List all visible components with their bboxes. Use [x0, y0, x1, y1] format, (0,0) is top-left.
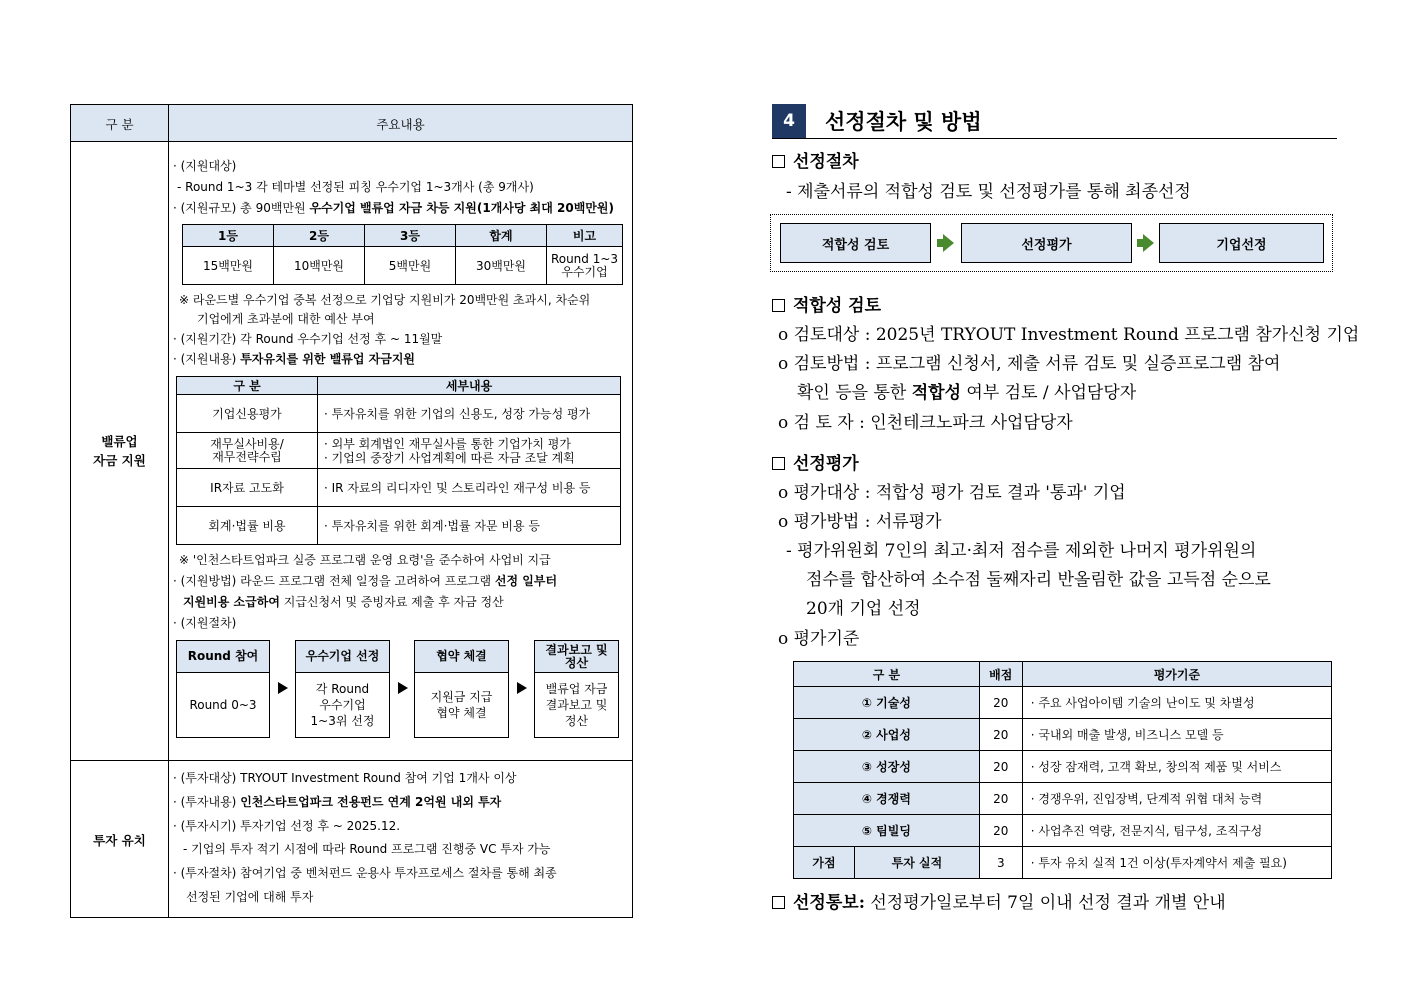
prize-note: [547, 247, 623, 285]
eval-item: ⑤ 팀빌딩: [794, 815, 980, 847]
process-box-contract: [414, 640, 509, 738]
flow-step-1: 적합성 검토: [780, 223, 931, 263]
prize-header: 3등: [365, 225, 456, 247]
row-label-valueup: [71, 142, 168, 760]
arrow-right-icon: [398, 682, 408, 694]
process-box-round: [176, 640, 270, 738]
fit-method: o 검토방법 : 프로그램 신청서, 제출 서류 검토 및 실증프로그램 참여: [778, 354, 1281, 374]
eval-desc: · 경쟁우위, 진입장벽, 단계적 위협 대처 능력: [1022, 783, 1331, 815]
support-target-text: - Round 1~3 각 테마별 선정된 피칭 우수기업 1~3개사 (총 9개사): [177, 180, 534, 194]
process-box-title: Round 참여: [177, 641, 269, 673]
subsection-title: 선정절차: [793, 152, 859, 172]
process-box-title: [535, 641, 618, 673]
checkbox-square-icon: [772, 299, 785, 312]
detail-item: [177, 433, 318, 469]
eval-desc: · 투자 유치 실적 1건 이상(투자계약서 제출 필요): [1022, 847, 1331, 879]
fit-reviewer: o 검 토 자 : 인천테크노파크 사업담당자: [778, 413, 1073, 433]
support-method-line: [173, 573, 557, 589]
section-number: 4: [772, 104, 806, 138]
fit-method-text: 여부 검토 / 사업담당자: [961, 383, 1137, 403]
subsection-title: 선정통보:: [793, 893, 865, 913]
arrow-right-icon: [278, 682, 288, 694]
row-label-line: 밸류업: [101, 434, 138, 449]
eval-desc: · 사업추진 역량, 전문지식, 팀구성, 조직구성: [1022, 815, 1331, 847]
prize-header: 1등: [183, 225, 274, 247]
process-box-body: [415, 672, 508, 737]
detail-desc: · 투자유치를 위한 회계·법률 자문 비용 등: [318, 507, 621, 545]
process-box-report: [534, 640, 619, 738]
process-box-line: 우수기업: [319, 697, 366, 712]
process-box-line: 정산: [564, 713, 589, 728]
eval-item: ④ 경쟁력: [794, 783, 980, 815]
invest-content-line: [173, 794, 501, 810]
arrow-right-icon: [1143, 234, 1154, 252]
detail-item: IR자료 고도화: [177, 469, 318, 507]
row-label-line: 자금 지원: [93, 453, 146, 468]
process-box-body: [296, 672, 389, 737]
prize-note-line: 우수기업: [561, 264, 608, 279]
eval-item: ② 사업성: [794, 719, 980, 751]
support-content-line: [173, 351, 415, 367]
prize-table: [182, 224, 623, 285]
eval-rule-1: - 평가위원회 7인의 최고·최저 점수를 제외한 나머지 평가위원의: [786, 541, 1257, 561]
process-box-line: 협약 체결: [436, 705, 487, 720]
checkbox-square-icon: [772, 896, 785, 909]
process-box-title: 우수기업 선정: [296, 641, 389, 673]
prize-header: 2등: [274, 225, 365, 247]
process-box-line: 결과보고 및: [545, 697, 608, 712]
detail-desc: [318, 433, 621, 469]
process-box-title-line: 정산: [564, 655, 589, 670]
invest-content-text: · (투자내용): [173, 795, 241, 809]
eval-score: 3: [979, 847, 1022, 879]
note-line: 기업에게 초과분에 대한 예산 부여: [197, 312, 375, 326]
arrow-right-icon: [517, 682, 527, 694]
eval-header: 평가기준: [1022, 662, 1331, 687]
detail-item-line: 재무실사비용/: [210, 436, 284, 451]
subsection-process: [772, 151, 859, 173]
invest-timing-sub: - 기업의 투자 적기 시점에 따라 Round 프로그램 진행중 VC 투자 가능: [183, 842, 551, 856]
eval-desc: · 주요 사업아이템 기술의 난이도 및 차별성: [1022, 687, 1331, 719]
eval-rule-2: 점수를 합산하여 소수점 둘째자리 반올림한 값을 고득점 순으로: [806, 570, 1271, 590]
eval-score: 20: [979, 783, 1022, 815]
checkbox-square-icon: [772, 457, 785, 470]
support-period: · (지원기간) 각 Round 우수기업 선정 후 ~ 11월말: [173, 332, 443, 346]
detail-header: 세부내용: [318, 377, 621, 395]
notice-text: 선정평가일로부터 7일 이내 선정 결과 개별 안내: [864, 893, 1226, 913]
process-box-line: 1~3위 선정: [310, 713, 375, 728]
checkbox-square-icon: [772, 155, 785, 168]
process-box-title: 협약 체결: [415, 641, 508, 673]
eval-score: 20: [979, 719, 1022, 751]
process-box-body: [177, 672, 269, 737]
fit-method-bold: 적합성: [911, 383, 962, 403]
process-box-line: 지원금 지급: [430, 689, 493, 704]
detail-header: 구 분: [177, 377, 318, 395]
process-desc: - 제출서류의 적합성 검토 및 선정평가를 통해 최종선정: [786, 182, 1191, 202]
prize-value: 5백만원: [365, 247, 456, 285]
invest-process: · (투자절차) 참여기업 중 벤처펀드 운용사 투자프로세스 절차를 통해 최종: [173, 866, 557, 880]
support-method-text: 지급신청서 및 증빙자료 제출 후 자금 정산: [279, 595, 504, 609]
flow-step-3: 기업선정: [1159, 223, 1324, 263]
support-content-bold: 투자유치를 위한 밸류업 자금지원: [240, 352, 416, 366]
process-box-body: [535, 672, 618, 737]
fit-method-cont: [797, 382, 1136, 404]
detail-item: 회계·법률 비용: [177, 507, 318, 545]
note-line: ※ 라운드별 우수기업 중복 선정으로 기업당 지원비가 20백만원 초과시, 차순위: [179, 293, 591, 307]
section-title: 선정절차 및 방법: [825, 110, 982, 134]
eval-score: 20: [979, 815, 1022, 847]
invest-timing: · (투자시기) 투자기업 선정 후 ~ 2025.12.: [173, 819, 401, 833]
invest-content-bold: 인천스타트업파크 전용펀드 연계 2억원 내외 투자: [240, 795, 502, 809]
support-scale-line: [173, 200, 614, 216]
detail-desc-line: · 기업의 중장기 사업계획에 따른 자금 조달 계획: [324, 450, 575, 465]
section-rule: [772, 138, 1337, 139]
support-target-label: · (지원대상): [173, 159, 237, 173]
prize-header: 비고: [547, 225, 623, 247]
header-col-content: 주요내용: [376, 116, 425, 132]
detail-desc: · IR 자료의 리디자인 및 스토리라인 재구성 비용 등: [318, 469, 621, 507]
row-label-invest: 투자 유치: [93, 832, 146, 848]
eval-method: o 평가방법 : 서류평가: [778, 512, 942, 532]
subsection-title: 적합성 검토: [793, 296, 882, 316]
eval-criteria-label: o 평가기준: [778, 629, 860, 649]
eval-target: o 평가대상 : 적합성 평가 검토 결과 '통과' 기업: [778, 483, 1126, 503]
support-content-text: · (지원내용): [173, 352, 241, 366]
eval-bonus-item: 투자 실적: [855, 847, 980, 879]
prize-value: 15백만원: [183, 247, 274, 285]
support-method-bold: 선정 일부터: [494, 574, 558, 588]
fit-method-text: 확인 등을 통한: [797, 383, 912, 403]
process-box-select: [295, 640, 390, 738]
invest-process-cont: 선정된 기업에 대해 투자: [186, 890, 314, 904]
eval-table: [793, 661, 1332, 879]
flow-step-2: 선정평가: [961, 223, 1132, 263]
detail-desc: · 투자유치를 위한 기업의 신용도, 성장 가능성 평가: [318, 395, 621, 433]
header-col-category: 구 분: [105, 116, 134, 132]
subsection-eval: [772, 453, 859, 475]
prize-note-line: Round 1~3: [550, 251, 619, 266]
eval-desc: · 성장 잠재력, 고객 확보, 창의적 제품 및 서비스: [1022, 751, 1331, 783]
support-scale-text: · (지원규모) 총 90백만원: [173, 201, 310, 215]
support-process-label: · (지원절차): [173, 616, 237, 630]
eval-item: ③ 성장성: [794, 751, 980, 783]
process-box-title-line: 결과보고 및: [545, 642, 608, 657]
eval-rule-3: 20개 기업 선정: [806, 599, 921, 619]
detail-table: [176, 376, 621, 545]
process-box-line: 밸류업 자금: [545, 681, 608, 696]
support-method-text: · (지원방법) 라운드 프로그램 전체 일정을 고려하여 프로그램: [173, 574, 495, 588]
prize-header: 합계: [456, 225, 547, 247]
subsection-notice: [772, 892, 1226, 914]
eval-desc: · 국내외 매출 발생, 비즈니스 모델 등: [1022, 719, 1331, 751]
eval-score: 20: [979, 751, 1022, 783]
support-scale-bold: 우수기업 밸류업 자금 차등 지원(1개사당 최대 20백만원): [309, 201, 614, 215]
support-method-line-2: [183, 594, 504, 610]
subsection-title: 선정평가: [793, 454, 859, 474]
invest-target: · (투자대상) TRYOUT Investment Round 참여 기업 1개사 이상: [173, 771, 517, 785]
detail-desc-line: · 외부 회계법인 재무실사를 통한 기업가치 평가: [324, 436, 571, 451]
eval-item: ① 기술성: [794, 687, 980, 719]
support-method-bold: 지원비용 소급하여: [183, 595, 280, 609]
eval-header: 배점: [979, 662, 1022, 687]
eval-score: 20: [979, 687, 1022, 719]
eval-bonus-label: 가점: [794, 847, 855, 879]
eval-header: 구 분: [794, 662, 980, 687]
detail-item-line: 재무전략수립: [212, 449, 282, 464]
detail-item: 기업신용평가: [177, 395, 318, 433]
process-box-line: Round 0~3: [189, 697, 257, 712]
prize-value: 10백만원: [274, 247, 365, 285]
subsection-fit: [772, 295, 881, 317]
prize-value: 30백만원: [456, 247, 547, 285]
process-box-line: 각 Round: [315, 681, 370, 696]
fit-target: o 검토대상 : 2025년 TRYOUT Investment Round 프로그램 참가신청 기업: [778, 325, 1360, 345]
ref-line: ※ '인천스타트업파크 실증 프로그램 운영 요령'을 준수하여 사업비 지급: [179, 553, 551, 567]
arrow-right-icon: [943, 234, 954, 252]
